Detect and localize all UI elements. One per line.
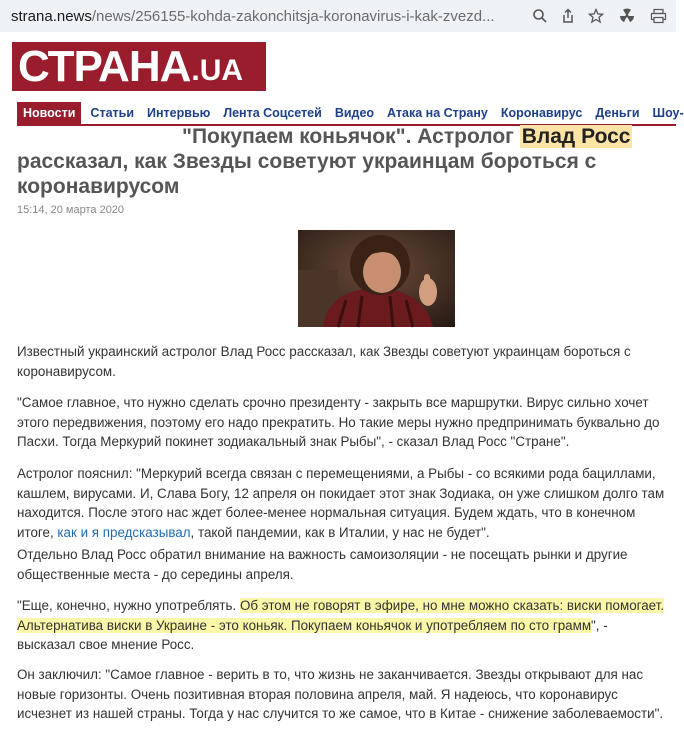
nav-item-show[interactable]: Шоу- [652, 105, 684, 120]
nav-item-attack[interactable]: Атака на Страну [387, 105, 488, 120]
p5-text-2: ", - высказал свое мнение Росс. [17, 617, 608, 652]
article-date: 15:14, 20 марта 2020 [17, 204, 125, 216]
article-title [17, 124, 657, 199]
main-nav [17, 101, 684, 124]
nav-item-coronavirus[interactable]: Коронавирус [500, 105, 583, 120]
nav-item-money[interactable]: Деньги [595, 105, 640, 120]
site-logo[interactable] [12, 42, 266, 91]
nav-item-video[interactable]: Видео [334, 105, 375, 120]
nav-item-social-feed[interactable]: Лента Соцсетей [223, 105, 322, 120]
nav-item-articles[interactable]: Статьи [90, 105, 135, 120]
share-icon[interactable] [556, 4, 580, 28]
nav-item-news[interactable]: Новости [17, 102, 81, 124]
star-icon[interactable] [584, 4, 608, 28]
quote-highlight: Об этом не говорят в эфире, но мне можно сказать: виски помогает. Альтернатива виски в Украине - это коньяк. Покупаем коньячок и употребляем по сто грамм [17, 598, 665, 633]
article-paragraph-6: Он заключил: "Самое главное - верить в то, что жизнь не заканчивается. Звезды открывают для нас новые горизонты. Очень позитивная вторая половина апреля, май. Я надеюсь, что коронавирус исчезнет из нашей страны. Тогда у нас случится то же самое, что в Китае - снижение заболеваемости". [17, 667, 664, 721]
article-paragraph-4: Отдельно Влад Росс обратил внимание на важность самоизоляции - не посещать рынки и другие общественные места - до середины апреля. [17, 547, 628, 582]
article-photo [298, 230, 455, 327]
url-bar[interactable] [11, 8, 499, 25]
logo-text: СТРАНА [18, 41, 191, 91]
url-path: /news/256155-kohda-zakonchitsja-koronavirus-i-kak-zvezd... [91, 7, 495, 25]
nav-item-interviews[interactable]: Интервью [147, 105, 211, 120]
title-part2: рассказал, как Звезды советуют украинцам бороться с коронавирусом [17, 150, 597, 198]
title-highlight: Влад Росс [521, 125, 631, 148]
radioactive-icon[interactable] [612, 4, 642, 28]
logo-suffix: .UA [191, 53, 244, 87]
p3-text-1: Астролог пояснил: "Меркурий всегда связан с перемещениями, а Рыбы - со всякими рода бациллами, кашлем, вирусами. И, Слава Богу, 12 апреля он покидает этот знак Зодиака, он уже слишком долго там находится. После этого нас ждет более-менее нормальная ситуация. Будем ждать, что в конечном итоге, [17, 466, 665, 540]
article-paragraph-1: Известный украинский астролог Влад Росс рассказал, как Звезды советуют украинцам бороться с коронавирусом. [17, 344, 631, 379]
prediction-link[interactable]: как и я предсказывал [57, 524, 191, 540]
p3-text-2: , такой пандемии, как в Италии, у нас не будет". [190, 524, 490, 540]
url-domain: strana.news [11, 7, 92, 25]
article-paragraph-3 [17, 464, 667, 542]
printer-icon[interactable] [646, 4, 670, 28]
browser-toolbar [0, 0, 676, 32]
title-part1: "Покупаем коньячок". Астролог [182, 125, 520, 148]
p5-text-1: "Еще, конечно, нужно употреблять. [17, 598, 240, 613]
article-paragraph-5 [17, 596, 667, 655]
search-icon[interactable] [528, 4, 552, 28]
article-paragraph-2: "Самое главное, что нужно сделать срочно президенту - закрыть все маршрутки. Вирус сильно хочет этого передвижения, поэтому его надо прекратить. Но такие меры нужно предпринимать буквально до Пасхи. Тогда Меркурий покинет зодиакальный знак Рыбы", - сказал Влад Росс "Стране". [17, 395, 660, 449]
